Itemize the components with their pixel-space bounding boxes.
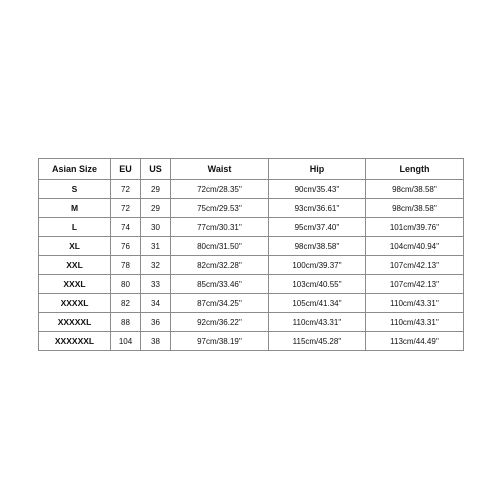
eu-cell: 82: [111, 294, 141, 313]
eu-cell: 80: [111, 275, 141, 294]
hip-cell: 110cm/43.31'': [269, 313, 366, 332]
header-eu: EU: [111, 159, 141, 180]
waist-cell: 75cm/29.53'': [171, 199, 269, 218]
hip-cell: 98cm/38.58'': [269, 237, 366, 256]
waist-cell: 87cm/34.25'': [171, 294, 269, 313]
size-chart-header: [39, 159, 464, 180]
size-cell: XXXXL: [39, 294, 111, 313]
waist-cell: 85cm/33.46'': [171, 275, 269, 294]
eu-cell: 72: [111, 199, 141, 218]
hip-cell: 95cm/37.40'': [269, 218, 366, 237]
waist-cell: 92cm/36.22'': [171, 313, 269, 332]
hip-cell: 115cm/45.28'': [269, 332, 366, 351]
waist-cell: 77cm/30.31'': [171, 218, 269, 237]
size-chart-table: [38, 158, 464, 351]
waist-cell: 97cm/38.19'': [171, 332, 269, 351]
us-cell: 36: [141, 313, 171, 332]
us-cell: 38: [141, 332, 171, 351]
length-cell: 101cm/39.76'': [366, 218, 464, 237]
size-cell: XL: [39, 237, 111, 256]
us-cell: 34: [141, 294, 171, 313]
size-chart-body: [39, 180, 464, 351]
table-row: [39, 275, 464, 294]
length-cell: 110cm/43.31'': [366, 294, 464, 313]
size-cell: XXXXXL: [39, 313, 111, 332]
size-cell: M: [39, 199, 111, 218]
table-row: [39, 332, 464, 351]
hip-cell: 93cm/36.61'': [269, 199, 366, 218]
table-row: [39, 256, 464, 275]
waist-cell: 72cm/28.35'': [171, 180, 269, 199]
us-cell: 33: [141, 275, 171, 294]
eu-cell: 88: [111, 313, 141, 332]
waist-cell: 82cm/32.28'': [171, 256, 269, 275]
hip-cell: 100cm/39.37'': [269, 256, 366, 275]
length-cell: 107cm/42.13'': [366, 275, 464, 294]
us-cell: 32: [141, 256, 171, 275]
us-cell: 31: [141, 237, 171, 256]
eu-cell: 72: [111, 180, 141, 199]
header-us: US: [141, 159, 171, 180]
eu-cell: 74: [111, 218, 141, 237]
header-waist: Waist: [171, 159, 269, 180]
table-row: [39, 237, 464, 256]
hip-cell: 103cm/40.55'': [269, 275, 366, 294]
table-row: [39, 199, 464, 218]
size-cell: XXXXXXL: [39, 332, 111, 351]
table-row: [39, 313, 464, 332]
us-cell: 29: [141, 199, 171, 218]
table-row: [39, 294, 464, 313]
length-cell: 98cm/38.58'': [366, 199, 464, 218]
size-cell: S: [39, 180, 111, 199]
length-cell: 110cm/43.31'': [366, 313, 464, 332]
us-cell: 29: [141, 180, 171, 199]
size-cell: XXXL: [39, 275, 111, 294]
header-hip: Hip: [269, 159, 366, 180]
header-asian-size: Asian Size: [39, 159, 111, 180]
length-cell: 104cm/40.94'': [366, 237, 464, 256]
eu-cell: 76: [111, 237, 141, 256]
size-cell: XXL: [39, 256, 111, 275]
eu-cell: 78: [111, 256, 141, 275]
table-row: [39, 180, 464, 199]
hip-cell: 90cm/35.43'': [269, 180, 366, 199]
hip-cell: 105cm/41.34'': [269, 294, 366, 313]
length-cell: 113cm/44.49'': [366, 332, 464, 351]
length-cell: 98cm/38.58'': [366, 180, 464, 199]
size-cell: L: [39, 218, 111, 237]
header-length: Length: [366, 159, 464, 180]
us-cell: 30: [141, 218, 171, 237]
header-row: [39, 159, 464, 180]
eu-cell: 104: [111, 332, 141, 351]
waist-cell: 80cm/31.50'': [171, 237, 269, 256]
table-row: [39, 218, 464, 237]
length-cell: 107cm/42.13'': [366, 256, 464, 275]
